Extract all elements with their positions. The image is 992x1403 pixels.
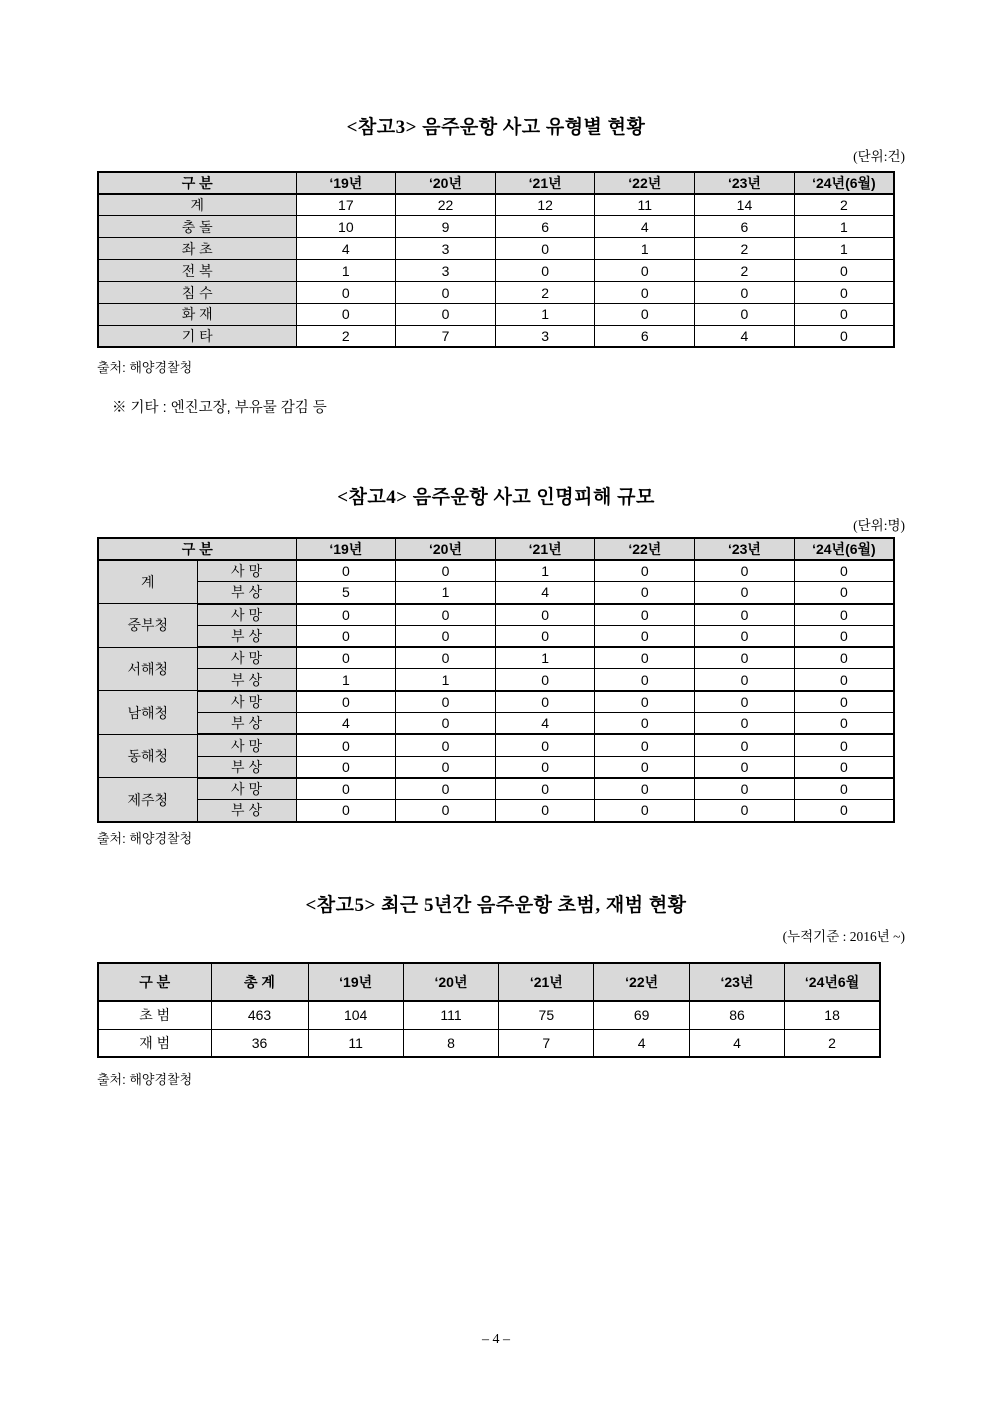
column-header: ‘22년 xyxy=(594,963,689,1001)
table-cell: 0 xyxy=(595,778,695,800)
table-cell: 0 xyxy=(695,691,795,713)
section5-title: <참고5> 최근 5년간 음주운항 초범, 재범 현황 xyxy=(305,895,687,916)
table-row xyxy=(98,669,894,691)
table-row xyxy=(98,1029,880,1057)
table-cell: 4 xyxy=(594,1029,689,1057)
table-cell: 3 xyxy=(396,260,496,282)
table-cell: 5 xyxy=(296,582,396,604)
table-cell: 2 xyxy=(296,325,396,347)
table-cell: 0 xyxy=(296,734,396,756)
table-cell: 22 xyxy=(396,194,496,216)
table-cell: 0 xyxy=(595,282,695,304)
table-cell: 0 xyxy=(794,604,894,626)
table-cell: 0 xyxy=(396,713,496,735)
column-header: ‘19년 xyxy=(296,172,396,194)
row-sub-label: 사 망 xyxy=(197,560,296,582)
table-cell: 0 xyxy=(595,669,695,691)
table-cell: 1 xyxy=(794,216,894,238)
table-cell: 0 xyxy=(396,691,496,713)
column-header: ‘24년(6월) xyxy=(794,172,894,194)
table-cell: 2 xyxy=(794,194,894,216)
table-cell: 0 xyxy=(495,691,595,713)
table-row xyxy=(98,582,894,604)
row-label: 충 돌 xyxy=(98,216,296,238)
table-row xyxy=(98,303,894,325)
table-row xyxy=(98,216,894,238)
row-label: 전 복 xyxy=(98,260,296,282)
table-row xyxy=(98,282,894,304)
table-cell: 0 xyxy=(296,604,396,626)
row-sub-label: 사 망 xyxy=(197,778,296,800)
table-cell: 0 xyxy=(396,282,496,304)
table-header-row xyxy=(98,538,894,560)
table-cell: 9 xyxy=(396,216,496,238)
table-cell: 0 xyxy=(794,669,894,691)
table-cell: 0 xyxy=(695,625,795,647)
table-cell: 0 xyxy=(695,303,795,325)
column-header: ‘20년 xyxy=(403,963,498,1001)
table-cell: 0 xyxy=(396,303,496,325)
table-cell: 0 xyxy=(794,756,894,778)
table-cell: 0 xyxy=(595,691,695,713)
row-label: 계 xyxy=(98,194,296,216)
table-cell: 0 xyxy=(396,604,496,626)
table-cell: 0 xyxy=(695,647,795,669)
table-cell: 4 xyxy=(689,1029,784,1057)
column-header: ‘20년 xyxy=(396,538,496,560)
table-cell: 4 xyxy=(495,713,595,735)
table-cell: 0 xyxy=(794,582,894,604)
table-cell: 0 xyxy=(396,756,496,778)
table-header-row xyxy=(98,963,880,1001)
table-row xyxy=(98,260,894,282)
table-cell: 0 xyxy=(794,625,894,647)
table-cell: 4 xyxy=(296,238,396,260)
section3-footnote: ※ 기타 : 엔진고장, 부유물 감김 등 xyxy=(112,400,327,416)
table-cell: 0 xyxy=(595,260,695,282)
table-cell: 0 xyxy=(595,647,695,669)
column-header: ‘19년 xyxy=(308,963,403,1001)
table-cell: 1 xyxy=(595,238,695,260)
table-cell: 8 xyxy=(403,1029,498,1057)
table-cell: 11 xyxy=(595,194,695,216)
table-cell: 0 xyxy=(794,282,894,304)
page-number: – 4 – xyxy=(482,1332,510,1347)
table-cell: 0 xyxy=(396,800,496,822)
table-cell: 0 xyxy=(296,303,396,325)
column-header: ‘23년 xyxy=(695,172,795,194)
table-cell: 0 xyxy=(396,647,496,669)
table-cell: 4 xyxy=(695,325,795,347)
table-cell: 0 xyxy=(296,560,396,582)
section3-unit-note: (단위:건) xyxy=(853,149,905,164)
table-cell: 0 xyxy=(296,282,396,304)
table-cell: 0 xyxy=(495,756,595,778)
table-cell: 1 xyxy=(495,647,595,669)
row-sub-label: 사 망 xyxy=(197,691,296,713)
accident-type-table xyxy=(97,171,895,348)
table-cell: 0 xyxy=(396,560,496,582)
table-cell: 4 xyxy=(296,713,396,735)
section4-unit-note: (단위:명) xyxy=(853,518,905,533)
row-label: 좌 초 xyxy=(98,238,296,260)
row-sub-label: 부 상 xyxy=(197,582,296,604)
row-sub-label: 부 상 xyxy=(197,800,296,822)
table-cell: 0 xyxy=(495,778,595,800)
table-header-row xyxy=(98,172,894,194)
table-cell: 0 xyxy=(794,713,894,735)
table-row xyxy=(98,325,894,347)
table-cell: 0 xyxy=(794,647,894,669)
table-cell: 69 xyxy=(594,1001,689,1029)
table-cell: 0 xyxy=(495,669,595,691)
table-cell: 0 xyxy=(794,800,894,822)
row-sub-label: 사 망 xyxy=(197,647,296,669)
table-cell: 0 xyxy=(595,625,695,647)
casualty-table xyxy=(97,537,895,823)
column-header: ‘23년 xyxy=(695,538,795,560)
table-cell: 12 xyxy=(495,194,595,216)
row-label: 초 범 xyxy=(98,1001,211,1029)
table-cell: 0 xyxy=(495,604,595,626)
table-cell: 0 xyxy=(695,713,795,735)
table-cell: 1 xyxy=(794,238,894,260)
table-cell: 1 xyxy=(296,260,396,282)
table-cell: 0 xyxy=(296,647,396,669)
table-cell: 0 xyxy=(296,756,396,778)
table-cell: 0 xyxy=(695,282,795,304)
table-cell: 0 xyxy=(495,625,595,647)
column-header: ‘21년 xyxy=(499,963,594,1001)
table-cell: 0 xyxy=(595,756,695,778)
row-sub-label: 사 망 xyxy=(197,604,296,626)
table-row xyxy=(98,734,894,756)
row-group-label: 제주청 xyxy=(98,778,197,822)
section5-unit-note: (누적기준 : 2016년 ~) xyxy=(782,929,905,944)
table-cell: 2 xyxy=(695,260,795,282)
column-header: ‘24년6월 xyxy=(785,963,880,1001)
row-sub-label: 사 망 xyxy=(197,734,296,756)
table-cell: 0 xyxy=(695,800,795,822)
table-cell: 0 xyxy=(695,756,795,778)
table-cell: 0 xyxy=(794,734,894,756)
section4-title: <참고4> 음주운항 사고 인명피해 규모 xyxy=(337,487,655,508)
table-cell: 2 xyxy=(695,238,795,260)
table-cell: 11 xyxy=(308,1029,403,1057)
table-cell: 4 xyxy=(595,216,695,238)
column-header: 구 분 xyxy=(98,963,211,1001)
table-cell: 75 xyxy=(499,1001,594,1029)
table-cell: 0 xyxy=(595,734,695,756)
table-cell: 7 xyxy=(396,325,496,347)
table-cell: 2 xyxy=(785,1029,880,1057)
table-cell: 0 xyxy=(595,582,695,604)
table-cell: 1 xyxy=(495,303,595,325)
table-cell: 0 xyxy=(595,713,695,735)
row-group-label: 동해청 xyxy=(98,734,197,778)
table-cell: 0 xyxy=(495,734,595,756)
row-group-label: 남해청 xyxy=(98,691,197,735)
table-cell: 0 xyxy=(695,604,795,626)
table-cell: 111 xyxy=(403,1001,498,1029)
table-cell: 0 xyxy=(396,625,496,647)
column-header: ‘23년 xyxy=(689,963,784,1001)
row-label: 기 타 xyxy=(98,325,296,347)
table-cell: 1 xyxy=(495,560,595,582)
table-cell: 1 xyxy=(396,582,496,604)
column-header: 총 계 xyxy=(211,963,308,1001)
column-header: ‘19년 xyxy=(296,538,396,560)
section3-title: <참고3> 음주운항 사고 유형별 현황 xyxy=(346,117,646,138)
row-label: 침 수 xyxy=(98,282,296,304)
table-cell: 0 xyxy=(296,691,396,713)
table-cell: 4 xyxy=(495,582,595,604)
section4-source: 출처: 해양경찰청 xyxy=(97,831,193,846)
table-cell: 0 xyxy=(495,260,595,282)
table-cell: 0 xyxy=(794,325,894,347)
section3-source: 출처: 해양경찰청 xyxy=(97,360,193,375)
table-cell: 6 xyxy=(595,325,695,347)
table-cell: 86 xyxy=(689,1001,784,1029)
table-cell: 0 xyxy=(396,778,496,800)
row-group-label: 중부청 xyxy=(98,604,197,648)
table-cell: 36 xyxy=(211,1029,308,1057)
table-row xyxy=(98,691,894,713)
table-cell: 0 xyxy=(794,560,894,582)
table-cell: 0 xyxy=(695,669,795,691)
table-cell: 10 xyxy=(296,216,396,238)
table-cell: 0 xyxy=(396,734,496,756)
table-cell: 14 xyxy=(695,194,795,216)
table-cell: 17 xyxy=(296,194,396,216)
table-cell: 3 xyxy=(495,325,595,347)
table-cell: 0 xyxy=(794,778,894,800)
table-row xyxy=(98,647,894,669)
column-header: ‘22년 xyxy=(595,172,695,194)
table-cell: 0 xyxy=(695,778,795,800)
table-row xyxy=(98,800,894,822)
table-cell: 7 xyxy=(499,1029,594,1057)
table-cell: 3 xyxy=(396,238,496,260)
table-row xyxy=(98,778,894,800)
table-cell: 463 xyxy=(211,1001,308,1029)
table-cell: 1 xyxy=(296,669,396,691)
table-cell: 1 xyxy=(396,669,496,691)
row-group-label: 서해청 xyxy=(98,647,197,691)
table-row xyxy=(98,238,894,260)
table-cell: 104 xyxy=(308,1001,403,1029)
column-header: 구 분 xyxy=(98,538,296,560)
table-row xyxy=(98,604,894,626)
offender-table xyxy=(97,962,881,1058)
table-cell: 0 xyxy=(595,303,695,325)
table-cell: 0 xyxy=(794,260,894,282)
table-cell: 0 xyxy=(695,734,795,756)
section5-source: 출처: 해양경찰청 xyxy=(97,1072,193,1087)
row-label: 재 범 xyxy=(98,1029,211,1057)
column-header: ‘24년(6월) xyxy=(794,538,894,560)
table-cell: 0 xyxy=(595,800,695,822)
row-sub-label: 부 상 xyxy=(197,713,296,735)
table-cell: 0 xyxy=(296,778,396,800)
table-cell: 0 xyxy=(296,800,396,822)
column-header: ‘21년 xyxy=(495,172,595,194)
row-group-label: 계 xyxy=(98,560,197,604)
row-sub-label: 부 상 xyxy=(197,669,296,691)
table-cell: 0 xyxy=(695,582,795,604)
row-sub-label: 부 상 xyxy=(197,756,296,778)
table-cell: 18 xyxy=(785,1001,880,1029)
table-cell: 0 xyxy=(794,303,894,325)
column-header: ‘22년 xyxy=(595,538,695,560)
row-label: 화 재 xyxy=(98,303,296,325)
table-cell: 6 xyxy=(695,216,795,238)
table-cell: 2 xyxy=(495,282,595,304)
row-sub-label: 부 상 xyxy=(197,625,296,647)
table-cell: 0 xyxy=(495,800,595,822)
table-cell: 0 xyxy=(495,238,595,260)
table-row xyxy=(98,756,894,778)
column-header: ‘20년 xyxy=(396,172,496,194)
table-cell: 0 xyxy=(794,691,894,713)
table-row xyxy=(98,1001,880,1029)
column-header: ‘21년 xyxy=(495,538,595,560)
table-row xyxy=(98,625,894,647)
table-cell: 6 xyxy=(495,216,595,238)
table-row xyxy=(98,560,894,582)
column-header: 구 분 xyxy=(98,172,296,194)
table-cell: 0 xyxy=(595,604,695,626)
table-cell: 0 xyxy=(595,560,695,582)
table-cell: 0 xyxy=(296,625,396,647)
table-cell: 0 xyxy=(695,560,795,582)
table-row xyxy=(98,713,894,735)
table-row xyxy=(98,194,894,216)
